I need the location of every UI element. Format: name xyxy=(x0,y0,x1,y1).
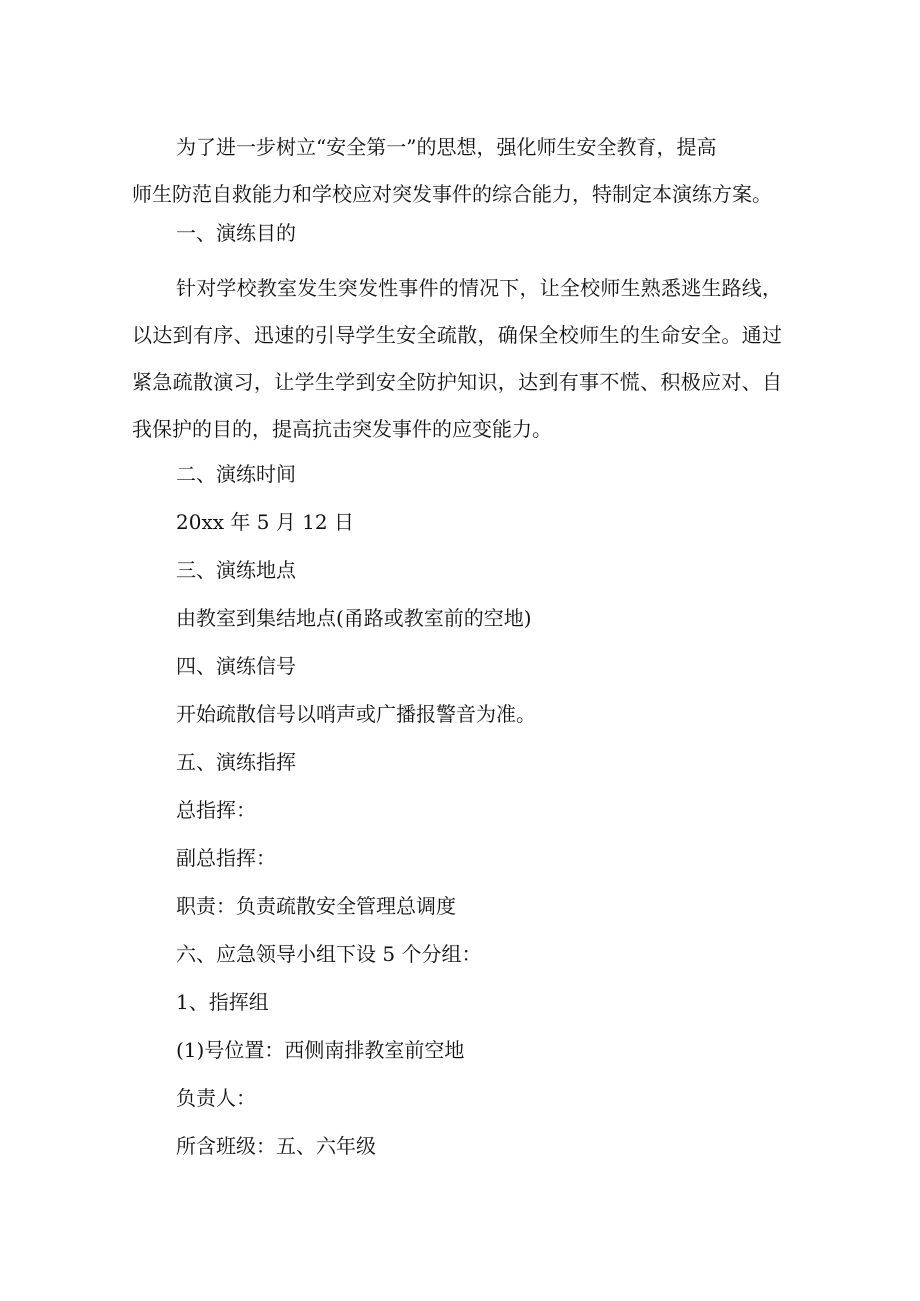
intro-paragraph xyxy=(132,124,782,218)
section-6-heading: 六、应急领导小组下设 5 个分组： xyxy=(176,942,482,966)
intro-line-2: 师生防范自救能力和学校应对突发事件的综合能力，特制定本演练方案。 xyxy=(132,182,772,206)
section-1-heading: 一、演练目的 xyxy=(176,221,296,245)
section-3-body: 由教室到集结地点(甬路或教室前的空地) xyxy=(176,606,532,630)
group-1-title: 1、指挥组 xyxy=(176,990,269,1014)
intro-line-1: 为了进一步树立“安全第一”的思想，强化师生安全教育，提高 xyxy=(176,135,717,159)
section-5-heading: 五、演练指挥 xyxy=(176,750,296,774)
section-2-body: 20xx 年 5 月 12 日 xyxy=(176,510,354,534)
chief-commander-line: 总指挥： xyxy=(176,798,256,822)
deputy-commander-line: 副总指挥： xyxy=(176,846,276,870)
section-4-heading: 四、演练信号 xyxy=(176,654,296,678)
section-3-heading: 三、演练地点 xyxy=(176,558,296,582)
group-1-leader: 负责人： xyxy=(176,1086,256,1110)
group-1-position: (1)号位置：西侧南排教室前空地 xyxy=(176,1038,465,1062)
group-1-classes: 所含班级：五、六年级 xyxy=(176,1134,376,1158)
section-2-heading: 二、演练时间 xyxy=(176,462,296,486)
duty-line: 职责：负责疏散安全管理总调度 xyxy=(176,894,456,918)
section-4-body: 开始疏散信号以哨声或广播报警音为准。 xyxy=(176,702,536,726)
section-1-body: 针对学校教室发生突发性事件的情况下，让全校师生熟悉逃生路线，以达到有序、迅速的引导学生安全疏散，确保全校师生的生命安全。通过紧急疏散演习，让学生学到安全防护知识，达到有事不慌、积极应对、自我保护的目的，提高抗击突发事件的应变能力。 xyxy=(132,276,782,441)
